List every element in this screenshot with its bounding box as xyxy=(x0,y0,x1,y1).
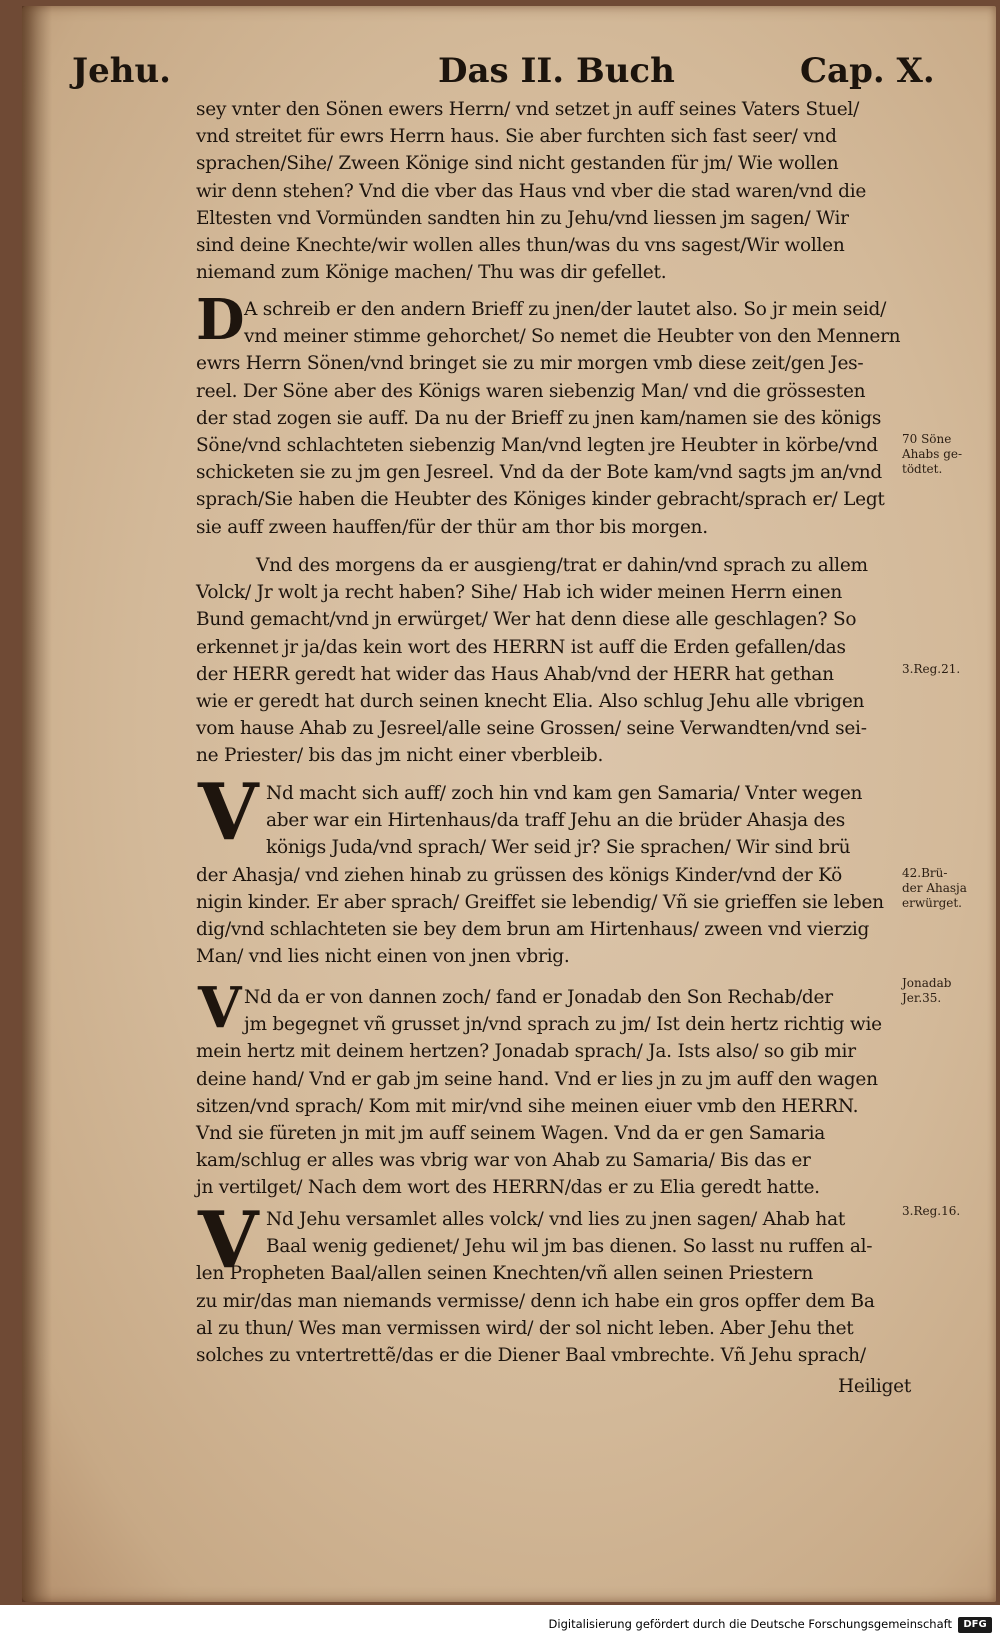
margin-note xyxy=(902,432,982,477)
text-line: aber war ein Hirtenhaus/da traff Jehu an die brüder Ahasja des xyxy=(266,810,846,832)
text-line: zu mir/das man niemands vermisse/ denn ich habe ein gros opffer dem Ba xyxy=(196,1290,875,1312)
text-line: Nd da er von dannen zoch/ fand er Jonadab den Son Rechab/der xyxy=(244,987,833,1008)
text-line: Söne/vnd schlachteten siebenzig Man/vnd legten jre Heubter in körbe/vnd xyxy=(196,434,878,456)
text-line: len Propheten Baal/allen seinen Knechten/vñ allen seinen Priestern xyxy=(196,1263,814,1285)
text-line: vnd streitet für ewrs Herrn haus. Sie aber furchten sich fast seer/ vnd xyxy=(196,126,837,148)
text-line: königs Juda/vnd sprach/ Wer seid jr? Sie sprachen/ Wir sind brü xyxy=(266,837,851,859)
paragraph-3 xyxy=(196,552,916,770)
header-left: Jehu. xyxy=(72,51,171,91)
page-gutter-shadow xyxy=(22,6,52,1602)
header-center: Das II. Buch xyxy=(438,51,675,91)
catchword-block xyxy=(196,1373,916,1400)
text-line: deine hand/ Vnd er gab jm seine hand. Vnd er lies jn zu jm auff den wagen xyxy=(196,1068,878,1090)
text-line: Bund gemacht/vnd jn erwürget/ Wer hat denn diese alle geschlagen? So xyxy=(196,609,857,631)
margin-note-line: 3.Reg.16. xyxy=(902,1204,961,1218)
margin-note-line: der Ahasja xyxy=(902,881,967,895)
margin-note-line: Jer.35. xyxy=(902,991,942,1005)
text-line: der stad zogen sie auff. Da nu der Brieff zu jnen kam/namen sie des königs xyxy=(196,407,882,429)
text-line: niemand zum Könige machen/ Thu was dir gefellet. xyxy=(196,262,667,284)
margin-note-line: tödtet. xyxy=(902,462,943,476)
text-line: Nd Jehu versamlet alles volck/ vnd lies zu jnen sagen/ Ahab hat xyxy=(266,1209,846,1230)
text-line: wir denn stehen? Vnd die vber das Haus vnd vber die stad waren/vnd die xyxy=(196,180,867,202)
text-line: sprach/Sie haben die Heubter des Königes kinder gebracht/sprach er/ Legt xyxy=(196,489,885,511)
text-line: A schreib er den andern Brieff zu jnen/der lautet also. So jr mein seid/ xyxy=(244,299,887,320)
text-line: solches zu vntertrettẽ/das er die Diener Baal vmbrechte. Vñ Jehu sprach/ xyxy=(196,1344,866,1366)
text-line: kam/schlug er alles was vbrig war von Ahab zu Samaria/ Bis das er xyxy=(196,1150,811,1172)
drop-initial-v: V xyxy=(198,1195,259,1286)
text-line: mein hertz mit deinem hertzen? Jonadab sprach/ Ja. Ists also/ so gib mir xyxy=(196,1041,856,1063)
text-line: sey vnter den Sönen ewers Herrn/ vnd setzet jn auff seines Vaters Stuel/ xyxy=(196,99,860,120)
text-line: Man/ vnd lies nicht einen von jnen vbrig. xyxy=(196,946,570,968)
text-line: ewrs Herrn Sönen/vnd bringet sie zu mir morgen vmb diese zeit/gen Jes- xyxy=(196,353,864,375)
drop-initial-d: D xyxy=(196,287,245,353)
text-line: dig/vnd schlachteten sie bey dem brun am Hirtenhaus/ zween vnd vierzig xyxy=(196,918,870,940)
margin-note xyxy=(902,662,982,677)
text-line: Vnd sie füreten jn mit jm auff seinem Wagen. Vnd da er gen Samaria xyxy=(196,1122,826,1144)
text-line: jm begegnet vñ grusset jn/vnd sprach zu jm/ Ist dein hertz richtig wie xyxy=(244,1014,882,1036)
text-line: sprachen/Sihe/ Zween Könige sind nicht gestanden für jm/ Wie wollen xyxy=(196,153,839,175)
paragraph-1 xyxy=(196,96,916,286)
text-line: ne Priester/ bis das jm nicht einer vberbleib. xyxy=(196,745,604,767)
text-line: Volck/ Jr wolt ja recht haben? Sihe/ Hab ich wider meinen Herrn einen xyxy=(196,582,843,604)
margin-note-line: Jonadab xyxy=(902,976,952,990)
margin-note xyxy=(902,976,982,1006)
dfg-logo xyxy=(958,1617,992,1633)
text-line: Nd macht sich auff/ zoch hin vnd kam gen Samaria/ Vnter wegen xyxy=(266,783,863,804)
paragraph-4 xyxy=(196,780,916,970)
text-line: Eltesten vnd Vormünden sandten hin zu Jehu/vnd liessen jm sagen/ Wir xyxy=(196,207,849,229)
margin-note-line: 70 Söne xyxy=(902,432,952,446)
text-line: vom hause Ahab zu Jesreel/alle seine Grossen/ seine Verwandten/vnd sei- xyxy=(196,718,867,740)
paragraph-5 xyxy=(196,984,916,1202)
margin-note xyxy=(902,1204,982,1219)
text-line: schicketen sie zu jm gen Jesreel. Vnd da der Bote kam/vnd sagts jm an/vnd xyxy=(196,462,883,484)
header-right: Cap. X. xyxy=(800,51,935,91)
margin-note-line: Ahabs ge- xyxy=(902,447,963,461)
margin-note-line: 42.Brü- xyxy=(902,866,948,880)
text-line: der HERR geredt hat wider das Haus Ahab/vnd der HERR hat gethan xyxy=(196,663,834,685)
text-line: vnd meiner stimme gehorchet/ So nemet die Heubter von den Mennern xyxy=(244,326,901,348)
text-line: Baal wenig gedienet/ Jehu wil jm bas dienen. So lasst nu ruffen al- xyxy=(266,1236,873,1258)
dfg-logo-text: DFG xyxy=(963,1619,987,1630)
text-line: erkennet jr ja/das kein wort des HERRN ist auff die Erden gefallen/das xyxy=(196,636,846,658)
text-line: Vnd des morgens da er ausgieng/trat er dahin/vnd sprach zu allem xyxy=(256,555,868,576)
text-line: sie auff zween hauffen/für der thür am thor bis morgen. xyxy=(196,516,708,538)
running-header xyxy=(0,46,1000,96)
drop-initial-v: V xyxy=(198,975,242,1041)
margin-note xyxy=(902,866,982,911)
text-line: wie er geredt hat durch seinen knecht Elia. Also schlug Jehu alle vbrigen xyxy=(196,690,865,712)
text-line: sitzen/vnd sprach/ Kom mit mir/vnd sihe meinen eiuer vmb den HERRN. xyxy=(196,1095,859,1117)
drop-initial-v: V xyxy=(198,767,259,858)
footer-bar xyxy=(0,1612,1000,1640)
text-line: der Ahasja/ vnd ziehen hinab zu grüssen des königs Kinder/vnd der Kö xyxy=(196,864,843,886)
text-line: al zu thun/ Wes man vermissen wird/ der sol nicht leben. Aber Jehu thet xyxy=(196,1317,854,1339)
margin-note-line: erwürget. xyxy=(902,896,962,910)
catchword: Heiliget xyxy=(838,1376,912,1397)
text-line: nigin kinder. Er aber sprach/ Greiffet sie lebendig/ Vñ sie grieffen sie leben xyxy=(196,891,884,913)
margin-note-line: 3.Reg.21. xyxy=(902,662,961,676)
text-line: sind deine Knechte/wir wollen alles thun/was du vns sagest/Wir wollen xyxy=(196,234,845,256)
text-line: jn vertilget/ Nach dem wort des HERRN/das er zu Elia geredt hatte. xyxy=(196,1177,820,1199)
paragraph-2 xyxy=(196,296,916,541)
text-line: reel. Der Söne aber des Königs waren siebenzig Man/ vnd die grössesten xyxy=(196,380,866,402)
funding-credit: Digitalisierung gefördert durch die Deutsche Forschungsgemeinschaft xyxy=(548,1617,952,1631)
paragraph-6 xyxy=(196,1206,916,1369)
